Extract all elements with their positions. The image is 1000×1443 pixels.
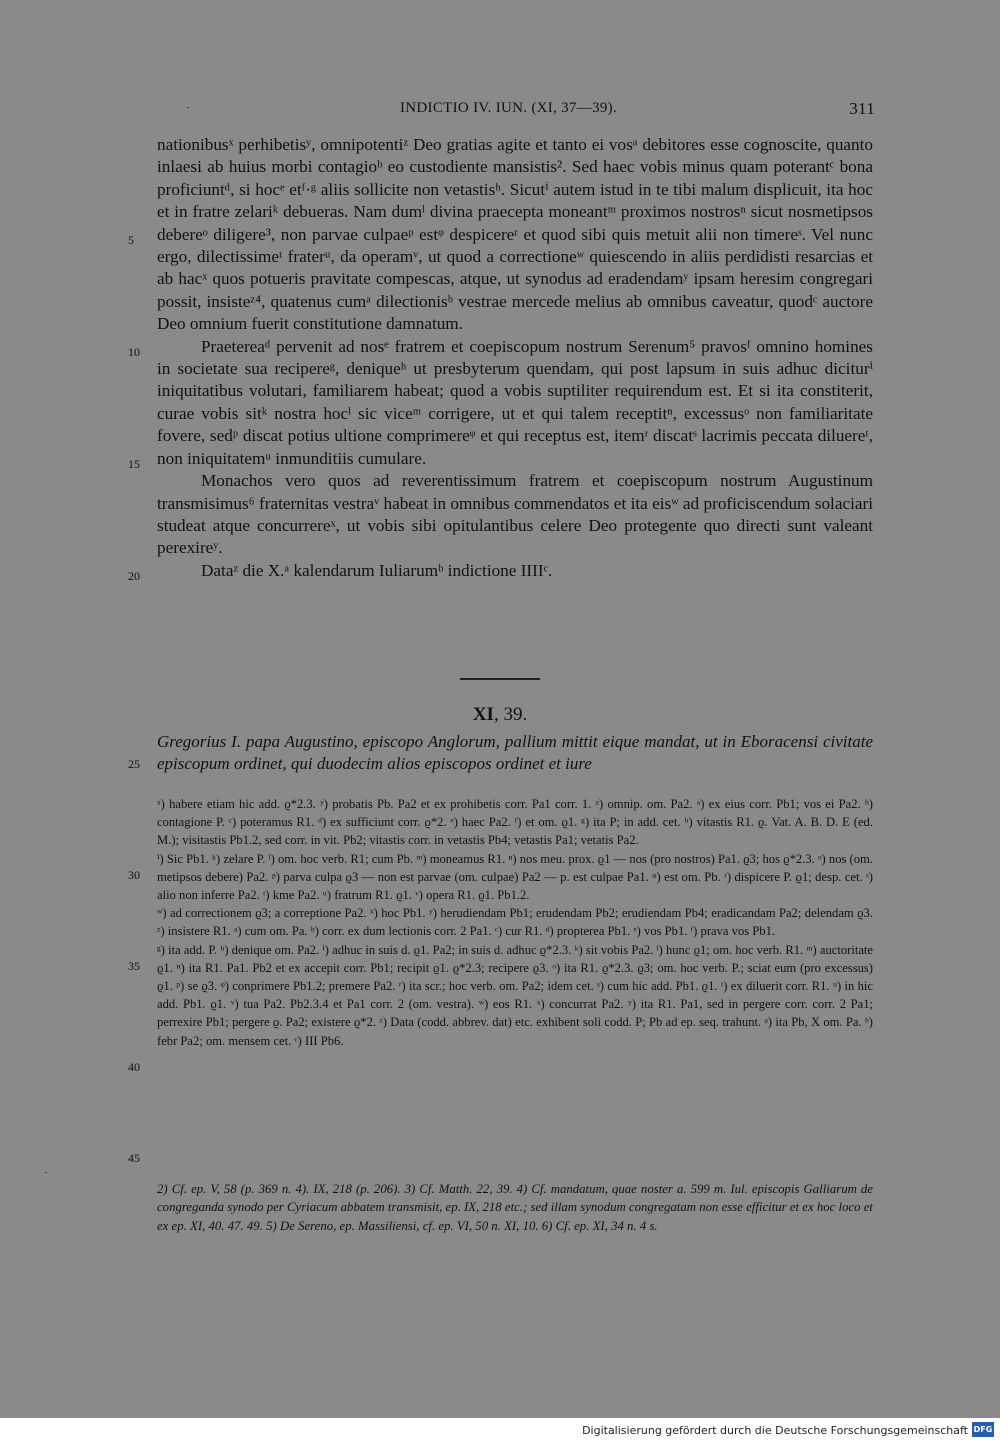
apparatus-entry: ᵍ) ita add. P. ʰ) denique om. Pa2. ⁱ) adhuc in suis d. ϱ1. Pa2; in suis d. adhuc ϱ*2.3. ᵏ) sit vobis Pa2. ˡ) hunc ϱ1; om. hoc verb. R1. ᵐ) auctoritate ϱ1. ⁿ) ita R1. Pa1. Pb2 et ex accepit corr. Pb1; recipit ϱ1. ϱ*2.3; recipere ϱ3. ᵒ) ita R1. ϱ*2.3. ϱ3; om. hoc verb. P.; sciat eum (pro excessus) ϱ1. ᵖ) se ϱ3. ᵠ) conprimere Pb1.2; premere Pa2. ʳ) ita scr.; hoc verb. om. Pa2; idem cet. ˢ) cum hic add. Pb1. ϱ1. ᵗ) ex diluerit corr. R1. ᵘ) in hic add. Pb1. ϱ1. ᵛ) tua Pa2. Pb2.3.4 et Pa1 corr. 2 (om. vestra). ʷ) eos R1. ˣ) concurrat Pa2. ʸ) ita R1. Pa1, sed in pergere corr. corr. 2 Pa1; perrexire Pb1; pergere ϱ. Pa2; existere ϱ*2. ᶻ) Data (codd. abbrev. dat) etc. exhibent soli codd. P; Pb ad ep. seq. trahunt. ᵃ) ita Pb, X om. Pa. ᵇ) febr Pa2; om. mensem cet. ᶜ) III Pb6. bbox=[157, 942, 873, 1048]
body-paragraph: Praetereaᵈ pervenit ad nosᵉ fratrem et coepiscopum nostrum Serenum⁵ pravosᶠ omnino homines in societate sua recipereᵍ, deniqueʰ ut presbyterum quendam, qui post lapsum in suis adhuc diciturⁱ iniquitatibus volutari, familiarem habeat; quod a vobis suptiliter requirendum est. Et si ita constiterit, curae vobis sitᵏ nostra hocˡ sic viceᵐ corrigere, ut et qui talem receptitⁿ, excessusᵒ non familiaritate fovere, sedᵖ discat potius ultione comprimereᵠ et qui receptus est, itemʳ discatˢ lacrimis peccata diluereᵗ, non iniquitatemᵘ inmunditiis cumulare. bbox=[157, 336, 873, 468]
letter-title-suffix: , 39. bbox=[493, 704, 528, 725]
running-title: INDICTIO IV. IUN. (XI, 37—39). bbox=[400, 100, 618, 116]
line-number: 45 bbox=[128, 1151, 140, 1165]
letter-title bbox=[0, 704, 1000, 726]
line-number: 35 bbox=[128, 959, 140, 973]
scan-speck bbox=[45, 1172, 47, 1173]
line-number: 40 bbox=[128, 1060, 140, 1074]
dfg-logo-icon: DFG bbox=[972, 1422, 994, 1437]
critical-apparatus bbox=[157, 795, 873, 1050]
apparatus-entry: ʷ) ad correctionem ϱ3; a correptione Pa2. ˣ) hoc Pb1. ʸ) herudiendam Pb1; erudendam Pb2; erudiendam Pb4; eradicandam Pa2; delendam ϱ3. ᶻ) insistere R1. ᵃ) cum om. Pa. ᵇ) corr. ex dum lectionis corr. 2 Pa1. ᶜ) cur R1. ᵈ) propterea Pb1. ᵉ) vos Pb1. ᶠ) prava vos Pb1. bbox=[157, 906, 873, 939]
scan-speck bbox=[187, 107, 189, 108]
letter-summary: Gregorius I. papa Augustino, episcopo Anglorum, pallium mittit eique mandat, ut in Eboracensi civitate episcopum ordinet, qui duodecim alios episcopos ordinet et iure bbox=[157, 732, 873, 774]
line-number: 30 bbox=[128, 868, 140, 882]
footer-credit: Digitalisierung gefördert durch die Deutsche Forschungsgemeinschaft bbox=[582, 1424, 968, 1437]
page-header bbox=[155, 98, 875, 124]
source-references: 2) Cf. ep. V, 58 (p. 369 n. 4). IX, 218 (p. 206). 3) Cf. Matth. 22, 39. 4) Cf. mandatum, quae noster a. 599 m. Iul. episcopis Galliarum de congreganda synodo per Cyriacum abbatem transmisit, ep. IX, 218 etc.; sed illam synodum congregatam non esse efficitur et ex hoc loco et ex ep. XI, 40. 47. 49. 5) De Sereno, ep. Massiliensi, cf. ep. VI, 50 n. XI, 10. 6) Cf. ep. XI, 34 n. 4 s. bbox=[157, 1182, 873, 1233]
apparatus-entry: ˣ) habere etiam hic add. ϱ*2.3. ʸ) probatis Pb. Pa2 et ex prohibetis corr. Pa1 corr. 1. ᶻ) omnip. om. Pa2. ᵃ) ex eius corr. Pb1; vos ei Pa2. ᵇ) contagione P. ᶜ) poteramus R1. ᵈ) ex sufficiunt corr. ϱ*2. ᵉ) haec Pa2. ᶠ) et om. ϱ1. ᵍ) ita P; in add. cet. ʰ) vitastis R1. ϱ. Vat. A. B. D. E (ed. M.); visitastis Pb1.2, sed corr. in vit. Pb2; vitastis corr. in vetastis Pb4; vetastis Pa1; vetatis Pa2. bbox=[157, 797, 873, 848]
dating-clause: Dataᶻ die X.ᵃ kalendarum Iuliarumᵇ indictione IIIIᶜ. bbox=[201, 560, 553, 580]
line-number: 5 bbox=[128, 233, 134, 247]
line-number: 10 bbox=[128, 345, 140, 359]
page-number: 311 bbox=[849, 99, 875, 118]
line-number: 15 bbox=[128, 457, 140, 471]
body-paragraph: nationibusˣ perhibetisʸ, omnipotentiᶻ Deo gratias agite et tanto ei vosᵃ debitores esse cognoscite, quanto inlaesi ab huius morbi contagioᵇ eo custodiente mansistis². Sed haec vobis minus quam poterantᶜ bona proficiuntᵈ, si hocᵉ etᶠ·ᵍ aliis sollicite non vetastisʰ. Sicutⁱ autem istud in te tibi malum displicuit, ita hoc et in fratre zelariᵏ debueras. Nam dumˡ divina praecepta moneantᵐ proximos nostrosⁿ sicut nosmetipsos debereᵒ diligere³, non parvae culpaeᵖ estᵠ despicereʳ et quod sibi quis metuit alii non timereˢ. Vel nunc ergo, dilectissimeᵗ fraterᵘ, da operamᵛ, ut quod a correctioneʷ quiescendo in aliis perdidisti resarcias et ab hacˣ quos potueris pravitate compescas, atque, ut synodus ad eradendamʸ ipsam heresim congregari possit, insisteᶻ⁴, quatenus cumᵃ dilectionisᵇ vestrae mercede melius ab omnibus caveatur, quodᶜ auctore Deo omnium fuerit constitutione damnatum. bbox=[157, 135, 873, 334]
body-paragraph: Monachos vero quos ad reverentissimum fratrem et coepiscopum nostrum Augustinum transmisimus⁶ fraternitas vestraᵛ habeat in omnibus commendatos et ita eisʷ ad proficiscendum solaciari studeat atque concurrereˣ, ut vobis sibi opitulantibus celere Deo protegente quo directi sunt valeant perexireʸ. bbox=[157, 471, 873, 558]
letter-title-number: XI bbox=[472, 704, 494, 725]
apparatus-entry: ⁱ) Sic Pb1. ᵏ) zelare P. ˡ) om. hoc verb. R1; cum Pb. ᵐ) moneamus R1. ⁿ) nos meu. prox. ϱ1 — nos (pro nostros) Pa1. ϱ3; hos ϱ*2.3. ᵒ) nos (om. metipsos debere) Pa2. ᵖ) parva culpa ϱ3 — non est parvae (om. culpae) Pa2 — p. est culpae Pa1. ᵠ) est om. Pb. ʳ) dispicere P. ϱ1; desp. cet. ˢ) alio non inferre Pa2. ᵗ) kme Pa2. ᵘ) fratrum R1. ϱ1. ᵛ) opera R1. ϱ1. Pb1.2. bbox=[157, 851, 873, 903]
line-number: 20 bbox=[128, 569, 140, 583]
line-number: 25 bbox=[128, 757, 140, 771]
footer-bar bbox=[0, 1418, 1000, 1443]
section-divider bbox=[460, 678, 540, 680]
letter-body bbox=[157, 134, 873, 582]
